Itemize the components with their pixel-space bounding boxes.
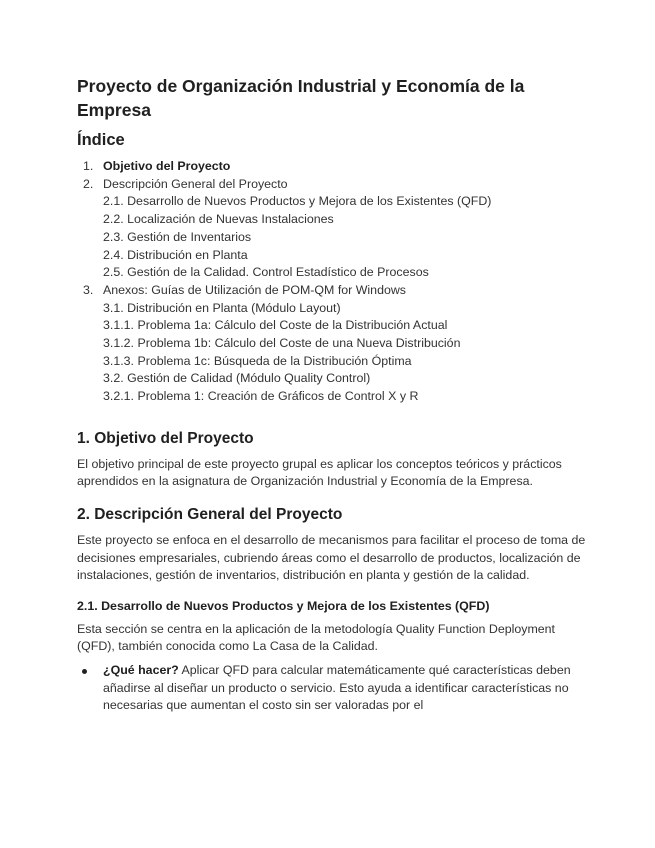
toc-label: Objetivo del Proyecto <box>103 159 231 173</box>
bullet-list <box>77 662 595 715</box>
document-title: Proyecto de Organización Industrial y Economía de la Empresa <box>77 76 525 120</box>
toc-item[interactable] <box>77 176 595 194</box>
toc-item[interactable] <box>77 158 595 176</box>
toc-label: Descripción General del Proyecto <box>103 176 288 191</box>
toc-label: 2.2. Localización de Nuevas Instalaciones <box>103 212 334 227</box>
toc-item[interactable] <box>77 335 595 353</box>
section-heading: 1. Objetivo del Proyecto <box>77 429 254 447</box>
toc-item[interactable] <box>77 247 595 265</box>
bullet-lead: ¿Qué hacer? <box>103 663 179 677</box>
subsection-heading: 2.1. Desarrollo de Nuevos Productos y Mejora de los Existentes (QFD) <box>77 598 490 613</box>
toc-item[interactable] <box>77 282 595 300</box>
toc-label: 3.1.1. Problema 1a: Cálculo del Coste de la Distribución Actual <box>103 318 448 333</box>
toc-item[interactable] <box>77 229 595 247</box>
toc-label: Anexos: Guías de Utilización de POM-QM for Windows <box>103 282 406 297</box>
toc-item[interactable] <box>77 388 595 406</box>
bullet-icon <box>82 669 87 674</box>
table-of-contents <box>77 158 595 406</box>
index-heading: Índice <box>77 131 125 149</box>
toc-item[interactable] <box>77 193 595 211</box>
toc-label: 3.1.2. Problema 1b: Cálculo del Coste de una Nueva Distribución <box>103 336 461 351</box>
subsection-paragraph: Esta sección se centra en la aplicación de la metodología Quality Function Deployment (QFD), también conocida como La Casa de la Calidad. <box>77 621 555 654</box>
toc-label: 3.2.1. Problema 1: Creación de Gráficos de Control X y R <box>103 389 419 404</box>
list-item <box>77 662 595 715</box>
toc-item[interactable] <box>77 300 595 318</box>
toc-item[interactable] <box>77 264 595 282</box>
bullet-text: Aplicar QFD para calcular matemáticamente qué características deben añadirse al diseñar un producto o servicio. Esto ayuda a identificar características no necesarias que aumentan el costo sin ser valoradas por el <box>103 663 571 713</box>
toc-item[interactable] <box>77 317 595 335</box>
toc-number: 1. <box>83 159 94 173</box>
toc-item[interactable] <box>77 211 595 229</box>
toc-item[interactable] <box>77 370 595 388</box>
section-paragraph: El objetivo principal de este proyecto grupal es aplicar los conceptos teóricos y prácticos aprendidos en la asignatura de Organización Industrial y Economía de la Empresa. <box>77 456 562 489</box>
toc-label: 3.1. Distribución en Planta (Módulo Layout) <box>103 300 341 315</box>
toc-label: 2.4. Distribución en Planta <box>103 247 248 262</box>
toc-label: 2.1. Desarrollo de Nuevos Productos y Mejora de los Existentes (QFD) <box>103 194 492 209</box>
toc-label: 2.3. Gestión de Inventarios <box>103 229 252 244</box>
toc-number: 3. <box>83 282 94 297</box>
section-paragraph: Este proyecto se enfoca en el desarrollo de mecanismos para facilitar el proceso de toma de decisiones empresariales, cubriendo áreas como el desarrollo de productos, localización de instalaciones, gestión de inventarios, distribución en planta y gestión de la calidad. <box>77 533 586 583</box>
section-heading: 2. Descripción General del Proyecto <box>77 506 343 524</box>
toc-item[interactable] <box>77 353 595 371</box>
toc-number: 2. <box>83 176 94 191</box>
toc-label: 3.1.3. Problema 1c: Búsqueda de la Distribución Óptima <box>103 353 412 368</box>
toc-label: 2.5. Gestión de la Calidad. Control Estadístico de Procesos <box>103 265 429 280</box>
toc-label: 3.2. Gestión de Calidad (Módulo Quality Control) <box>103 371 371 386</box>
